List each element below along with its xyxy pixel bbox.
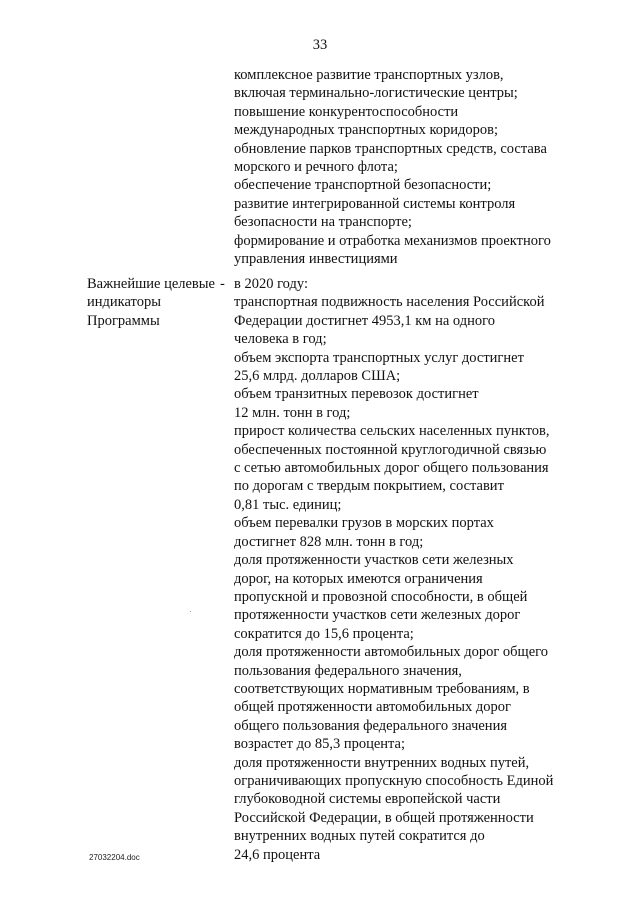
text-line: морского и речного флота;: [234, 159, 398, 176]
text-line: обновление парков транспортных средств, состава: [234, 140, 547, 157]
text-line: обеспеченных постоянной круглогодичной связью: [234, 441, 547, 458]
text-line: пропускной и провозной способности, в общей: [234, 588, 528, 605]
text-line: ограничивающих пропускную способность Единой: [234, 772, 554, 789]
text-line: пользования федерального значения,: [234, 662, 462, 679]
text-line: доля протяженности участков сети железных: [234, 552, 514, 569]
label-line: индикаторы: [87, 294, 161, 311]
text-line: транспортная подвижность населения Российской: [234, 294, 545, 311]
text-line: с сетью автомобильных дорог общего пользования: [234, 460, 549, 477]
text-line: объем транзитных перевозок достигнет: [234, 386, 479, 403]
text-line: общего пользования федерального значения: [234, 717, 508, 734]
text-line: внутренних водных путей сократится до: [234, 828, 485, 845]
text-line: безопасности на транспорте;: [234, 214, 412, 231]
indicators-label: [87, 275, 237, 330]
text-line: 0,81 тыс. единиц;: [234, 496, 342, 513]
text-line: Федерации достигнет 4953,1 км на одного: [234, 312, 495, 329]
text-line: человека в год;: [234, 331, 327, 348]
text-line: 25,6 млрд. долларов США;: [234, 368, 401, 385]
text-line: прирост количества сельских населенных пунктов,: [234, 423, 550, 440]
text-line: управления инвестициями: [234, 251, 398, 268]
text-line: глубоководной системы европейской части: [234, 791, 501, 808]
text-line: обеспечение транспортной безопасности;: [234, 177, 492, 194]
text-line: объем перевалки грузов в морских портах: [234, 515, 494, 532]
text-line: комплексное развитие транспортных узлов,: [234, 67, 504, 83]
text-line: общей протяженности автомобильных дорог: [234, 699, 511, 716]
text-line: по дорогам с твердым покрытием, составит: [234, 478, 504, 495]
text-line: возрастет до 85,3 процента;: [234, 736, 406, 753]
text-line: дорог, на которых имеются ограничения: [234, 570, 483, 587]
scan-speck: [190, 611, 191, 612]
text-line: 24,6 процента: [234, 846, 321, 863]
text-line: развитие интегрированной системы контроля: [234, 195, 516, 212]
text-line: доля протяженности автомобильных дорог общего: [234, 644, 548, 661]
text-line: международных транспортных коридоров;: [234, 122, 499, 139]
text-line: сократится до 15,6 процента;: [234, 625, 414, 642]
label-dash: -: [220, 276, 225, 292]
text-line: объем экспорта транспортных услуг достигнет: [234, 349, 524, 366]
text-line: доля протяженности внутренних водных путей,: [234, 754, 530, 771]
label-line: Программы: [87, 312, 160, 329]
text-line: 12 млн. тонн в год;: [234, 404, 351, 421]
label-line: Важнейшие целевые: [87, 276, 215, 292]
footer-filename: 27032204.doc: [89, 853, 140, 862]
page-number: 33: [312, 37, 328, 53]
text-line: формирование и отработка механизмов проектного: [234, 232, 551, 249]
text-line: повышение конкурентоспособности: [234, 103, 459, 120]
indicators-values: [234, 275, 594, 864]
continuation-text-block: [234, 66, 594, 268]
text-line: Российской Федерации, в общей протяженности: [234, 809, 534, 826]
text-line: включая терминально-логистические центры;: [234, 85, 518, 102]
text-line: протяженности участков сети железных дорог: [234, 607, 521, 624]
text-line: достигнет 828 млн. тонн в год;: [234, 533, 424, 550]
text-line: соответствующих нормативным требованиям, в: [234, 680, 530, 697]
text-line: в 2020 году:: [234, 276, 308, 292]
